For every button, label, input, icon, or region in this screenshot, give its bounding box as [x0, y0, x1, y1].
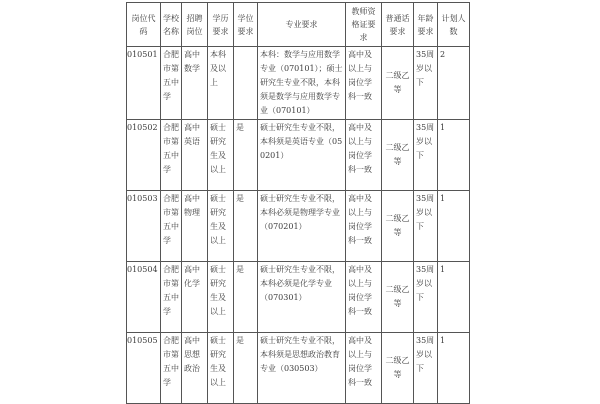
post-code-cell: 010503: [127, 191, 161, 262]
post-cell: 高中数学: [182, 47, 208, 120]
age-cell: 35周岁以下: [414, 47, 438, 120]
header-degree: 学位要求: [234, 3, 258, 47]
degree-cell: 是: [234, 120, 258, 191]
certificate-cell: 高中及以上与岗位学科一致: [346, 120, 382, 191]
major-cell: 硕士研究生专业不限，本科必须是化学专业（070301）: [258, 262, 346, 333]
major-cell: 硕士研究生专业不限，本科须是英语专业（050201）: [258, 120, 346, 191]
header-education: 学历要求: [208, 3, 234, 47]
education-cell: 本科及以上: [208, 47, 234, 120]
age-cell: 35周岁以下: [414, 120, 438, 191]
post-code-cell: 010505: [127, 333, 161, 404]
post-cell: 高中化学: [182, 262, 208, 333]
degree-cell: 是: [234, 333, 258, 404]
header-count: 计划人数: [438, 3, 470, 47]
count-cell: 1: [438, 191, 470, 262]
education-cell: 硕士研究生及以上: [208, 333, 234, 404]
table-row: [127, 47, 470, 120]
header-age: 年龄要求: [414, 3, 438, 47]
mandarin-cell: 二级乙等: [382, 333, 414, 404]
count-cell: 1: [438, 120, 470, 191]
post-cell: 高中物理: [182, 191, 208, 262]
post-cell: 高中英语: [182, 120, 208, 191]
mandarin-cell: 二级乙等: [382, 120, 414, 191]
header-certificate: 教师资格证要求: [346, 3, 382, 47]
header-post-code: 岗位代码: [127, 3, 161, 47]
education-cell: 硕士研究生及以上: [208, 262, 234, 333]
header-row: [127, 3, 470, 47]
certificate-cell: 高中及以上与岗位学科一致: [346, 191, 382, 262]
count-cell: 1: [438, 333, 470, 404]
major-cell: 硕士研究生专业不限，本科必须是物理学专业（070201）: [258, 191, 346, 262]
table-row: [127, 333, 470, 404]
post-cell: 高中思想政治: [182, 333, 208, 404]
post-code-cell: 010504: [127, 262, 161, 333]
table-row: [127, 191, 470, 262]
education-cell: 硕士研究生及以上: [208, 120, 234, 191]
post-code-cell: 010501: [127, 47, 161, 120]
header-post: 招聘岗位: [182, 3, 208, 47]
certificate-cell: 高中及以上与岗位学科一致: [346, 262, 382, 333]
header-school-name: 学校名称: [161, 3, 182, 47]
certificate-cell: 高中及以上与岗位学科一致: [346, 333, 382, 404]
age-cell: 35周岁以下: [414, 262, 438, 333]
mandarin-cell: 二级乙等: [382, 47, 414, 120]
count-cell: 1: [438, 262, 470, 333]
major-cell: 硕士研究生专业不限，本科须是思想政治教育专业（030503）: [258, 333, 346, 404]
table-row: [127, 262, 470, 333]
recruitment-table: [126, 2, 470, 404]
header-major: 专业要求: [258, 3, 346, 47]
certificate-cell: 高中及以上与岗位学科一致: [346, 47, 382, 120]
mandarin-cell: 二级乙等: [382, 262, 414, 333]
table-row: [127, 120, 470, 191]
school-cell: 合肥市第五中学: [161, 262, 182, 333]
degree-cell: 是: [234, 191, 258, 262]
school-cell: 合肥市第五中学: [161, 333, 182, 404]
major-cell: 本科：数学与应用数学专业（070101）；硕士研究生专业不限，本科须是数学与应用数学专业（070101）: [258, 47, 346, 120]
degree-cell: [234, 47, 258, 120]
school-cell: 合肥市第五中学: [161, 47, 182, 120]
count-cell: 2: [438, 47, 470, 120]
education-cell: 硕士研究生及以上: [208, 191, 234, 262]
degree-cell: 是: [234, 262, 258, 333]
mandarin-cell: 二级乙等: [382, 191, 414, 262]
age-cell: 35周岁以下: [414, 191, 438, 262]
header-mandarin: 普通话要求: [382, 3, 414, 47]
post-code-cell: 010502: [127, 120, 161, 191]
age-cell: 35周岁以下: [414, 333, 438, 404]
school-cell: 合肥市第五中学: [161, 191, 182, 262]
school-cell: 合肥市第五中学: [161, 120, 182, 191]
